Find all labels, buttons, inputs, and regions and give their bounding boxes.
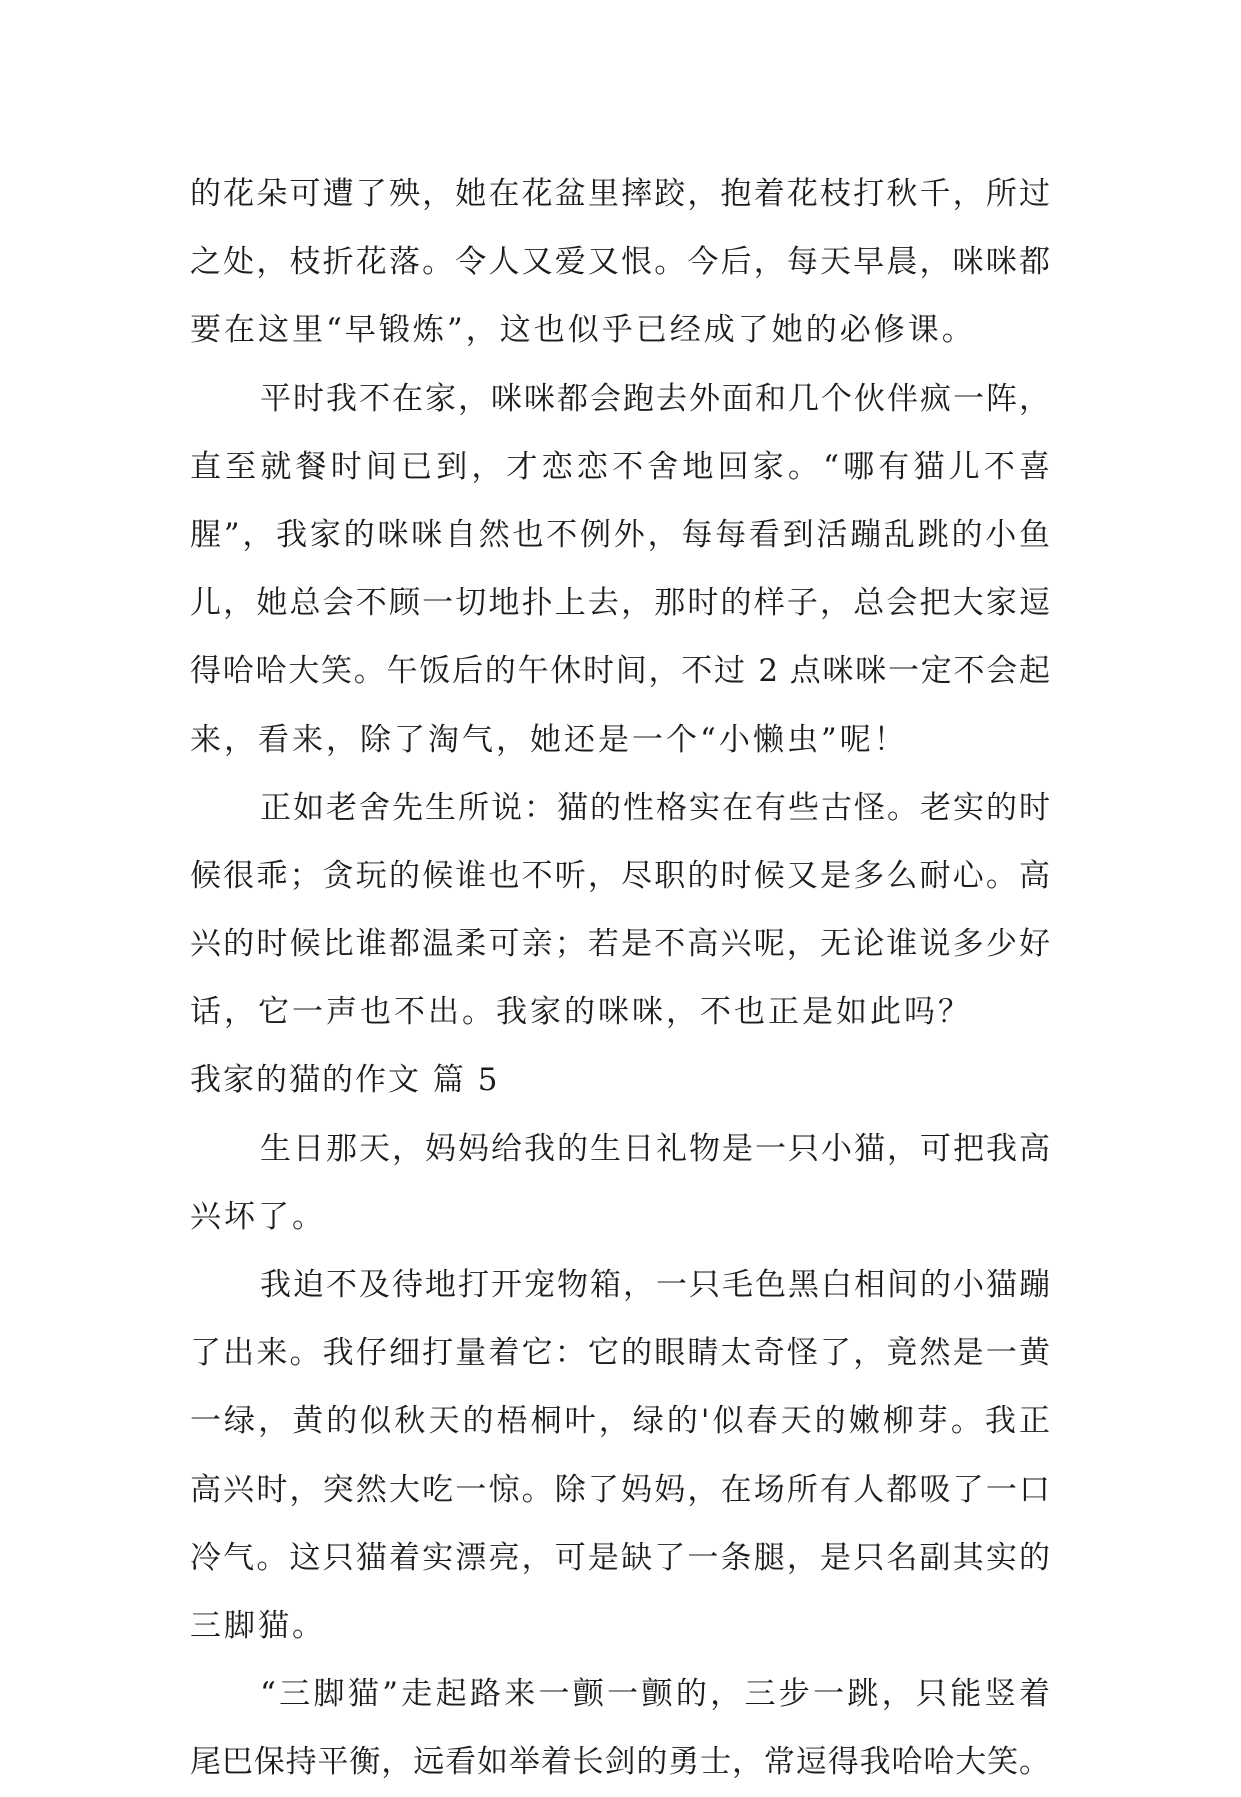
text-line: 生日那天，妈妈给我的生日礼物是一只小猫，可把我高 (260, 1130, 1050, 1167)
text-line: 话，它一声也不出。我家的咪咪，不也正是如此吗？ (190, 994, 972, 1031)
text-line: 的花朵可遭了殃，她在花盆里摔跤，抱着花枝打秋千，所过 (190, 176, 1050, 212)
text-line: 来，看来，除了淘气，她还是一个“小懒虫”呢！ (190, 721, 908, 758)
text-line: 候很乖；贪玩的候谁也不听，尽职的时候又是多么耐心。高 (190, 857, 1050, 894)
text-line: 我迫不及待地打开宠物箱，一只毛色黑白相间的小猫蹦 (260, 1267, 1050, 1303)
text-line: 之处，枝折花落。令人又爱又恨。今后，每天早晨，咪咪都 (190, 244, 1050, 281)
text-line: 一绿，黄的似秋天的梧桐叶，绿的'似春天的嫩柳芽。我正 (190, 1403, 1050, 1440)
section-heading: 我家的猫的作文 篇 5 (190, 1062, 500, 1099)
text-line: 尾巴保持平衡，远看如举着长剑的勇士，常逗得我哈哈大笑。 (190, 1744, 1050, 1781)
text-line: 腥”，我家的咪咪自然也不例外，每每看到活蹦乱跳的小鱼 (190, 516, 1050, 553)
text-line: 兴的时候比谁都温柔可亲；若是不高兴呢，无论谁说多少好 (190, 926, 1050, 963)
text-line: 正如老舍先生所说：猫的性格实在有些古怪。老实的时 (260, 789, 1050, 826)
text-line: “三脚猫”走起路来一颤一颤的，三步一跳，只能竖着 (260, 1676, 1050, 1713)
text-line: 冷气。这只猫着实漂亮，可是缺了一条腿，是只名副其实的 (190, 1539, 1050, 1576)
text-line: 儿，她总会不顾一切地扑上去，那时的样子，总会把大家逗 (190, 585, 1050, 622)
text-line: 三脚猫。 (190, 1607, 326, 1644)
text-line: 得哈哈大笑。午饭后的午休时间，不过 2 点咪咪一定不会起 (190, 653, 1050, 690)
text-line: 高兴时，突然大吃一惊。除了妈妈，在场所有人都吸了一口 (190, 1471, 1050, 1508)
text-line: 兴坏了。 (190, 1198, 326, 1235)
text-line: 平时我不在家，咪咪都会跑去外面和几个伙伴疯一阵， (260, 380, 1050, 417)
text-line: 直至就餐时间已到，才恋恋不舍地回家。“哪有猫儿不喜 (190, 448, 1050, 485)
text-line: 了出来。我仔细打量着它：它的眼睛太奇怪了，竟然是一黄 (190, 1335, 1050, 1372)
document-body (190, 160, 1050, 1797)
text-line: 要在这里“早锻炼”，这也似乎已经成了她的必修课。 (190, 312, 976, 349)
